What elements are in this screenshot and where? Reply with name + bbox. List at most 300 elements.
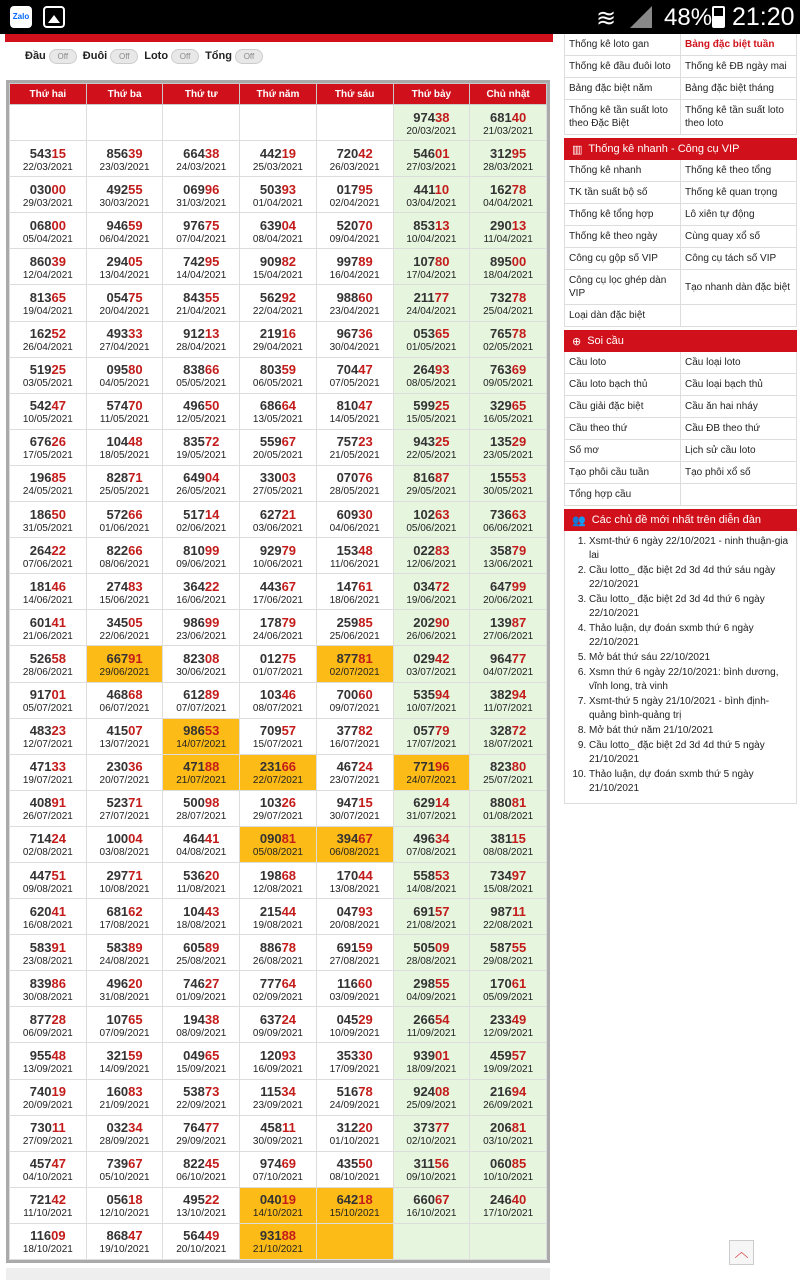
sidebar-link[interactable]: Tạo phôi cầu tuần bbox=[565, 462, 681, 484]
calendar-day-cell[interactable] bbox=[316, 1187, 393, 1223]
calendar-day-cell[interactable] bbox=[163, 754, 240, 790]
sidebar-link[interactable]: Cầu loại loto bbox=[681, 352, 797, 374]
calendar-day-cell[interactable] bbox=[163, 826, 240, 862]
calendar-day-cell[interactable] bbox=[240, 357, 317, 393]
calendar-day-cell[interactable] bbox=[163, 1187, 240, 1223]
calendar-day-cell[interactable] bbox=[393, 862, 470, 898]
forum-topic-link[interactable]: 3. Cầu lotto_ đặc biệt 2d 3d 4d thứ 6 ngày 22/10/2021 bbox=[589, 593, 790, 621]
prize-number-tail: 03 bbox=[281, 470, 297, 486]
calendar-day-cell[interactable] bbox=[240, 574, 317, 610]
calendar-day-cell[interactable] bbox=[86, 502, 163, 538]
filter-toggle[interactable]: Off bbox=[110, 49, 138, 64]
calendar-day-cell[interactable] bbox=[316, 1115, 393, 1151]
prize-number-head: 068 bbox=[29, 217, 52, 233]
calendar-day-cell[interactable] bbox=[316, 899, 393, 935]
calendar-day-cell[interactable] bbox=[10, 1007, 87, 1043]
calendar-day-cell[interactable] bbox=[470, 141, 547, 177]
calendar-day-cell[interactable] bbox=[393, 610, 470, 646]
calendar-day-cell[interactable] bbox=[316, 718, 393, 754]
sidebar-link[interactable]: Cầu loto bạch thủ bbox=[565, 374, 681, 396]
calendar-day-cell[interactable] bbox=[240, 249, 317, 285]
prize-number bbox=[394, 904, 470, 919]
calendar-day-cell[interactable] bbox=[86, 682, 163, 718]
calendar-day-cell[interactable] bbox=[86, 393, 163, 429]
draw-date: 04/10/2021 bbox=[22, 1172, 73, 1184]
calendar-day-cell[interactable] bbox=[470, 357, 547, 393]
calendar-day-cell[interactable] bbox=[470, 105, 547, 141]
calendar-day-cell[interactable] bbox=[316, 357, 393, 393]
calendar-day-cell[interactable] bbox=[10, 574, 87, 610]
calendar-day-cell[interactable] bbox=[10, 682, 87, 718]
calendar-day-cell[interactable] bbox=[240, 1115, 317, 1151]
calendar-day-cell[interactable] bbox=[10, 610, 87, 646]
filter-toggle[interactable]: Off bbox=[49, 49, 77, 64]
calendar-day-cell[interactable] bbox=[86, 141, 163, 177]
calendar-day-cell[interactable] bbox=[316, 754, 393, 790]
calendar-day-cell[interactable] bbox=[10, 141, 87, 177]
calendar-day-cell[interactable] bbox=[393, 682, 470, 718]
calendar-day-cell[interactable] bbox=[470, 502, 547, 538]
prize-number-head: 543 bbox=[29, 145, 52, 161]
calendar-day-cell[interactable] bbox=[470, 971, 547, 1007]
calendar-day-cell[interactable] bbox=[86, 826, 163, 862]
calendar-day-cell[interactable] bbox=[86, 213, 163, 249]
calendar-day-cell[interactable] bbox=[393, 971, 470, 1007]
calendar-day-cell[interactable] bbox=[393, 285, 470, 321]
calendar-day-cell[interactable] bbox=[10, 754, 87, 790]
calendar-day-cell[interactable] bbox=[86, 538, 163, 574]
calendar-day-cell[interactable] bbox=[470, 790, 547, 826]
calendar-day-cell[interactable] bbox=[163, 610, 240, 646]
calendar-day-cell[interactable] bbox=[10, 1043, 87, 1079]
calendar-day-cell[interactable] bbox=[240, 1007, 317, 1043]
calendar-day-cell[interactable] bbox=[163, 646, 240, 682]
prize-number-tail: 96 bbox=[204, 181, 220, 197]
calendar-day-cell[interactable] bbox=[10, 321, 87, 357]
filter-toggle[interactable]: Off bbox=[235, 49, 263, 64]
calendar-day-cell[interactable] bbox=[470, 682, 547, 718]
calendar-day-cell[interactable] bbox=[86, 249, 163, 285]
calendar-day-cell[interactable] bbox=[10, 213, 87, 249]
calendar-day-cell[interactable] bbox=[86, 646, 163, 682]
calendar-day-cell[interactable] bbox=[393, 826, 470, 862]
draw-date: 02/10/2021 bbox=[406, 1136, 457, 1148]
calendar-day-cell[interactable] bbox=[240, 1151, 317, 1187]
calendar-day-cell[interactable] bbox=[163, 1223, 240, 1259]
calendar-day-cell[interactable] bbox=[316, 1007, 393, 1043]
calendar-day-cell[interactable] bbox=[316, 1043, 393, 1079]
prize-number-head: 526 bbox=[29, 650, 52, 666]
calendar-day-cell[interactable] bbox=[470, 754, 547, 790]
sidebar-link[interactable]: Số mơ bbox=[565, 440, 681, 462]
calendar-day-cell[interactable] bbox=[10, 1151, 87, 1187]
calendar-day-cell[interactable] bbox=[240, 682, 317, 718]
sidebar-link[interactable]: Cầu ĐB theo thứ bbox=[681, 418, 797, 440]
calendar-day-cell[interactable] bbox=[163, 682, 240, 718]
calendar-day-cell[interactable] bbox=[86, 935, 163, 971]
calendar-day-cell[interactable] bbox=[316, 862, 393, 898]
calendar-day-cell[interactable] bbox=[393, 321, 470, 357]
calendar-day-cell[interactable] bbox=[316, 610, 393, 646]
calendar-day-cell[interactable] bbox=[10, 502, 87, 538]
calendar-day-cell[interactable] bbox=[470, 1079, 547, 1115]
calendar-day-cell[interactable] bbox=[86, 971, 163, 1007]
prize-number bbox=[163, 254, 239, 269]
calendar-day-cell[interactable] bbox=[393, 790, 470, 826]
calendar-day-cell[interactable] bbox=[163, 213, 240, 249]
calendar-day-cell[interactable] bbox=[10, 718, 87, 754]
calendar-day-cell[interactable] bbox=[393, 249, 470, 285]
calendar-day-cell[interactable] bbox=[10, 177, 87, 213]
calendar-day-cell[interactable] bbox=[163, 574, 240, 610]
calendar-day-cell[interactable] bbox=[470, 1043, 547, 1079]
draw-date: 28/04/2021 bbox=[176, 342, 227, 354]
forum-topic-link[interactable]: 9. Cầu lotto_ đặc biệt 2d 3d 4d thứ 5 ngày 21/10/2021 bbox=[589, 739, 790, 767]
calendar-day-cell[interactable] bbox=[86, 899, 163, 935]
calendar-day-cell[interactable] bbox=[393, 1115, 470, 1151]
calendar-day-cell[interactable] bbox=[163, 1151, 240, 1187]
calendar-day-cell[interactable] bbox=[470, 321, 547, 357]
calendar-day-cell[interactable] bbox=[393, 1079, 470, 1115]
calendar-day-cell[interactable] bbox=[316, 1079, 393, 1115]
calendar-day-cell[interactable] bbox=[316, 935, 393, 971]
sidebar-link[interactable]: Thống kê ĐB ngày mai bbox=[681, 56, 797, 78]
calendar-day-cell[interactable] bbox=[240, 971, 317, 1007]
calendar-day-cell[interactable] bbox=[163, 393, 240, 429]
calendar-day-cell[interactable] bbox=[393, 141, 470, 177]
calendar-day-cell[interactable] bbox=[163, 357, 240, 393]
filter-toggle[interactable]: Off bbox=[171, 49, 199, 64]
calendar-day-cell[interactable] bbox=[470, 249, 547, 285]
prize-number-head: 170 bbox=[336, 867, 359, 883]
calendar-day-cell[interactable] bbox=[10, 646, 87, 682]
calendar-day-cell[interactable] bbox=[240, 610, 317, 646]
forum-topic-link[interactable]: 6. Xsmn thứ 6 ngày 22/10/2021: bình dương, vĩnh long, trà vinh bbox=[589, 666, 790, 694]
calendar-day-cell[interactable] bbox=[163, 718, 240, 754]
sidebar-link[interactable]: Công cụ gộp số VIP bbox=[565, 248, 681, 270]
calendar-day-cell[interactable] bbox=[240, 646, 317, 682]
sidebar-link[interactable]: Thống kê quan trọng bbox=[681, 182, 797, 204]
calendar-day-cell[interactable] bbox=[10, 899, 87, 935]
calendar-day-cell[interactable] bbox=[86, 718, 163, 754]
calendar-day-cell[interactable] bbox=[240, 177, 317, 213]
calendar-week-row bbox=[10, 971, 547, 1007]
calendar-day-cell[interactable] bbox=[86, 790, 163, 826]
calendar-day-cell[interactable] bbox=[10, 790, 87, 826]
calendar-day-cell[interactable] bbox=[10, 1115, 87, 1151]
calendar-day-cell[interactable] bbox=[163, 465, 240, 501]
sidebar-link[interactable]: Thống kê theo tổng bbox=[681, 160, 797, 182]
calendar-day-cell[interactable] bbox=[163, 1043, 240, 1079]
calendar-day-cell[interactable] bbox=[86, 610, 163, 646]
calendar-day-cell[interactable] bbox=[316, 141, 393, 177]
calendar-day-cell[interactable] bbox=[393, 754, 470, 790]
calendar-day-cell[interactable] bbox=[240, 935, 317, 971]
calendar-day-cell[interactable] bbox=[163, 249, 240, 285]
calendar-day-cell[interactable] bbox=[163, 502, 240, 538]
sidebar-link[interactable]: Bảng đặc biệt tháng bbox=[681, 78, 797, 100]
calendar-day-cell[interactable] bbox=[470, 574, 547, 610]
prize-number-head: 373 bbox=[413, 1120, 435, 1136]
filter-label[interactable]: Đuôi bbox=[82, 50, 108, 62]
calendar-day-cell[interactable] bbox=[316, 393, 393, 429]
sidebar-link[interactable]: Tạo phôi xổ số bbox=[681, 462, 797, 484]
calendar-day-cell[interactable] bbox=[86, 1187, 163, 1223]
draw-date: 24/08/2021 bbox=[99, 955, 150, 967]
sidebar-link[interactable]: Lịch sử cầu loto bbox=[681, 440, 797, 462]
calendar-day-cell[interactable] bbox=[86, 357, 163, 393]
calendar-day-cell[interactable] bbox=[393, 105, 470, 141]
calendar-day-cell[interactable] bbox=[393, 1151, 470, 1187]
calendar-week-row bbox=[10, 899, 547, 935]
calendar-day-cell[interactable] bbox=[163, 1007, 240, 1043]
calendar-day-cell[interactable] bbox=[316, 574, 393, 610]
forum-topic-link[interactable]: 10. Thảo luận, dự đoán sxmb thứ 5 ngày 21/10/2021 bbox=[589, 768, 790, 796]
calendar-day-cell[interactable] bbox=[240, 790, 317, 826]
calendar-day-cell[interactable] bbox=[393, 646, 470, 682]
calendar-day-cell[interactable] bbox=[316, 249, 393, 285]
calendar-day-cell[interactable] bbox=[393, 465, 470, 501]
calendar-day-cell[interactable] bbox=[10, 465, 87, 501]
prize-number-head: 057 bbox=[413, 723, 435, 739]
calendar-day-cell[interactable] bbox=[240, 141, 317, 177]
calendar-day-cell[interactable] bbox=[470, 285, 547, 321]
calendar-day-cell[interactable] bbox=[240, 826, 317, 862]
calendar-day-cell[interactable] bbox=[240, 862, 317, 898]
filter-label[interactable]: Loto bbox=[144, 50, 169, 62]
calendar-day-cell[interactable] bbox=[240, 899, 317, 935]
sidebar-link[interactable]: Cầu ăn hai nháy bbox=[681, 396, 797, 418]
calendar-day-cell[interactable] bbox=[316, 285, 393, 321]
calendar-day-cell[interactable] bbox=[470, 610, 547, 646]
calendar-day-cell[interactable] bbox=[316, 502, 393, 538]
sidebar-link[interactable]: Cầu loto bbox=[565, 352, 681, 374]
calendar-day-cell[interactable] bbox=[86, 1115, 163, 1151]
calendar-day-cell[interactable] bbox=[470, 1115, 547, 1151]
prize-number bbox=[163, 1156, 239, 1171]
calendar-day-cell[interactable] bbox=[240, 429, 317, 465]
calendar-day-cell[interactable] bbox=[470, 538, 547, 574]
sidebar-link[interactable]: TK tần suất bộ số bbox=[565, 182, 681, 204]
forum-topic-link[interactable]: 2. Cầu lotto_ đặc biệt 2d 3d 4d thứ sáu ngày 22/10/2021 bbox=[589, 564, 790, 592]
calendar-day-cell[interactable] bbox=[470, 899, 547, 935]
forum-topic-link[interactable]: 1. Xsmt-thứ 6 ngày 22/10/2021 - ninh thuận-gia lai bbox=[589, 535, 790, 563]
prize-number bbox=[10, 543, 86, 558]
calendar-day-cell[interactable] bbox=[240, 285, 317, 321]
calendar-day-cell[interactable] bbox=[470, 826, 547, 862]
calendar-day-cell[interactable] bbox=[163, 177, 240, 213]
calendar-day-cell[interactable] bbox=[393, 718, 470, 754]
calendar-day-cell[interactable] bbox=[393, 357, 470, 393]
prize-number bbox=[10, 290, 86, 305]
calendar-day-cell[interactable] bbox=[163, 1115, 240, 1151]
filter-label[interactable]: Tổng bbox=[205, 50, 232, 62]
calendar-day-cell[interactable] bbox=[10, 285, 87, 321]
sidebar-link[interactable]: Bảng đặc biệt tuần bbox=[681, 34, 797, 56]
sidebar-link[interactable]: Tổng hợp cầu bbox=[565, 484, 681, 506]
sidebar-link[interactable]: Thống kê nhanh bbox=[565, 160, 681, 182]
calendar-day-cell[interactable] bbox=[240, 1223, 317, 1259]
prize-number-tail: 26 bbox=[51, 434, 66, 450]
calendar-day-cell[interactable] bbox=[10, 862, 87, 898]
calendar-day-cell[interactable] bbox=[163, 899, 240, 935]
calendar-day-cell[interactable] bbox=[316, 1151, 393, 1187]
calendar-day-cell[interactable] bbox=[86, 1043, 163, 1079]
calendar-day-cell[interactable] bbox=[163, 538, 240, 574]
forum-topic-link[interactable]: 8. Mở bát thứ năm 21/10/2021 bbox=[589, 724, 790, 738]
calendar-day-cell[interactable] bbox=[163, 862, 240, 898]
calendar-day-cell[interactable] bbox=[86, 754, 163, 790]
calendar-day-cell[interactable] bbox=[86, 1223, 163, 1259]
calendar-day-cell[interactable] bbox=[240, 321, 317, 357]
calendar-day-cell[interactable] bbox=[240, 1079, 317, 1115]
calendar-day-cell[interactable] bbox=[316, 646, 393, 682]
calendar-day-cell[interactable] bbox=[86, 285, 163, 321]
calendar-day-cell[interactable] bbox=[240, 538, 317, 574]
calendar-day-cell[interactable] bbox=[240, 1187, 317, 1223]
prize-number bbox=[470, 1192, 546, 1207]
sidebar-link[interactable]: Thống kê tần suất loto theo loto bbox=[681, 100, 797, 135]
sidebar-link[interactable]: Loại dàn đặc biệt bbox=[565, 305, 681, 327]
sidebar-link[interactable]: Thống kê theo ngày bbox=[565, 226, 681, 248]
calendar-day-cell[interactable] bbox=[86, 1079, 163, 1115]
calendar-day-cell[interactable] bbox=[316, 790, 393, 826]
sidebar-link[interactable]: Bảng đặc biệt năm bbox=[565, 78, 681, 100]
calendar-day-cell[interactable] bbox=[470, 393, 547, 429]
calendar-day-cell[interactable] bbox=[470, 718, 547, 754]
calendar-day-cell[interactable] bbox=[393, 899, 470, 935]
calendar-day-cell[interactable] bbox=[470, 1187, 547, 1223]
calendar-day-cell[interactable] bbox=[393, 1043, 470, 1079]
calendar-day-cell[interactable] bbox=[86, 574, 163, 610]
calendar-day-cell[interactable] bbox=[86, 429, 163, 465]
calendar-day-cell[interactable] bbox=[316, 826, 393, 862]
calendar-day-cell[interactable] bbox=[240, 465, 317, 501]
calendar-day-cell[interactable] bbox=[10, 971, 87, 1007]
forum-topic-link[interactable]: 5. Mở bát thứ sáu 22/10/2021 bbox=[589, 651, 790, 665]
calendar-day-cell[interactable] bbox=[163, 1079, 240, 1115]
calendar-day-cell[interactable] bbox=[10, 429, 87, 465]
calendar-day-cell[interactable] bbox=[10, 393, 87, 429]
calendar-day-cell[interactable] bbox=[316, 213, 393, 249]
sidebar-link[interactable]: Thống kê đầu đuôi loto bbox=[565, 56, 681, 78]
calendar-day-cell[interactable] bbox=[470, 429, 547, 465]
calendar-day-cell[interactable] bbox=[240, 1043, 317, 1079]
calendar-day-cell[interactable] bbox=[163, 321, 240, 357]
sidebar-link[interactable]: Lô xiên tự động bbox=[681, 204, 797, 226]
forum-topic-link[interactable]: 7. Xsmt-thứ 5 ngày 21/10/2021 - bình định-quảng bình-quảng trị bbox=[589, 695, 790, 723]
calendar-day-cell[interactable] bbox=[86, 465, 163, 501]
sidebar-link[interactable]: Công cụ lọc ghép dàn VIP bbox=[565, 270, 681, 305]
calendar-day-cell[interactable] bbox=[470, 862, 547, 898]
sidebar-link[interactable]: Cùng quay xổ số bbox=[681, 226, 797, 248]
calendar-day-cell[interactable] bbox=[316, 538, 393, 574]
calendar-day-cell[interactable] bbox=[240, 502, 317, 538]
prize-number-tail: 24 bbox=[358, 759, 373, 775]
calendar-day-cell[interactable] bbox=[10, 357, 87, 393]
calendar-day-cell[interactable] bbox=[393, 429, 470, 465]
calendar-day-cell[interactable] bbox=[10, 1223, 87, 1259]
calendar-day-cell[interactable] bbox=[10, 1079, 87, 1115]
calendar-day-cell[interactable] bbox=[163, 429, 240, 465]
calendar-day-cell[interactable] bbox=[86, 862, 163, 898]
draw-date: 29/04/2021 bbox=[252, 342, 303, 354]
calendar-day-cell[interactable] bbox=[163, 141, 240, 177]
calendar-day-cell[interactable] bbox=[316, 429, 393, 465]
scroll-to-top-button[interactable] bbox=[729, 1240, 754, 1265]
calendar-day-cell[interactable] bbox=[316, 971, 393, 1007]
calendar-day-cell[interactable] bbox=[86, 1007, 163, 1043]
calendar-day-cell[interactable] bbox=[316, 682, 393, 718]
prize-number bbox=[394, 868, 470, 883]
calendar-day-cell[interactable] bbox=[470, 935, 547, 971]
filter-label[interactable]: Đầu bbox=[25, 50, 46, 62]
forum-topic-link[interactable]: 4. Thảo luận, dự đoán sxmb thứ 6 ngày 22/10/2021 bbox=[589, 622, 790, 650]
draw-date: 18/10/2021 bbox=[22, 1244, 73, 1256]
calendar-day-cell[interactable] bbox=[470, 1007, 547, 1043]
calendar-day-cell[interactable] bbox=[163, 790, 240, 826]
draw-date: 28/07/2021 bbox=[176, 811, 227, 823]
calendar-day-cell[interactable] bbox=[240, 718, 317, 754]
calendar-day-cell[interactable] bbox=[86, 1151, 163, 1187]
sidebar-link[interactable]: Cầu giải đặc biệt bbox=[565, 396, 681, 418]
calendar-day-cell[interactable] bbox=[393, 177, 470, 213]
calendar-day-cell[interactable] bbox=[393, 393, 470, 429]
sidebar-link[interactable]: Cầu theo thứ bbox=[565, 418, 681, 440]
link-row bbox=[564, 352, 797, 374]
calendar-day-cell[interactable] bbox=[10, 1187, 87, 1223]
sidebar-link[interactable]: Tạo nhanh dàn đặc biệt bbox=[681, 270, 797, 305]
calendar-day-cell[interactable] bbox=[470, 1151, 547, 1187]
calendar-day-cell[interactable] bbox=[240, 213, 317, 249]
sidebar-link[interactable]: Thống kê tần suất loto theo Đặc Biệt bbox=[565, 100, 681, 135]
calendar-day-cell[interactable] bbox=[10, 935, 87, 971]
calendar-day-cell[interactable] bbox=[163, 935, 240, 971]
calendar-day-cell[interactable] bbox=[470, 465, 547, 501]
calendar-day-cell[interactable] bbox=[163, 971, 240, 1007]
calendar-day-cell[interactable] bbox=[393, 574, 470, 610]
sidebar-link[interactable]: Cầu loại bạch thủ bbox=[681, 374, 797, 396]
sidebar-link[interactable]: Thống kê loto gan bbox=[565, 34, 681, 56]
calendar-week-row bbox=[10, 682, 547, 718]
calendar-day-cell[interactable] bbox=[393, 502, 470, 538]
prize-number bbox=[87, 543, 163, 558]
calendar-day-cell[interactable] bbox=[470, 646, 547, 682]
calendar-day-cell[interactable] bbox=[316, 465, 393, 501]
calendar-day-cell[interactable] bbox=[393, 1187, 470, 1223]
calendar-day-cell[interactable] bbox=[393, 1007, 470, 1043]
calendar-day-cell[interactable] bbox=[393, 538, 470, 574]
calendar-day-cell[interactable] bbox=[470, 177, 547, 213]
prize-number bbox=[163, 218, 239, 233]
calendar-day-cell[interactable] bbox=[10, 249, 87, 285]
prize-number-head: 734 bbox=[490, 867, 512, 883]
calendar-day-cell[interactable] bbox=[240, 393, 317, 429]
calendar-day-cell[interactable] bbox=[393, 213, 470, 249]
sidebar-link[interactable]: Công cụ tách số VIP bbox=[681, 248, 797, 270]
calendar-day-cell[interactable] bbox=[316, 177, 393, 213]
calendar-day-cell[interactable] bbox=[393, 935, 470, 971]
calendar-day-cell[interactable] bbox=[10, 826, 87, 862]
calendar-day-cell[interactable] bbox=[470, 213, 547, 249]
calendar-day-cell[interactable] bbox=[86, 321, 163, 357]
calendar-day-cell[interactable] bbox=[163, 285, 240, 321]
calendar-day-cell[interactable] bbox=[86, 177, 163, 213]
sidebar-link[interactable]: Thống kê tổng hợp bbox=[565, 204, 681, 226]
calendar-day-cell[interactable] bbox=[316, 321, 393, 357]
calendar-day-cell[interactable] bbox=[10, 538, 87, 574]
calendar-day-cell[interactable] bbox=[240, 754, 317, 790]
